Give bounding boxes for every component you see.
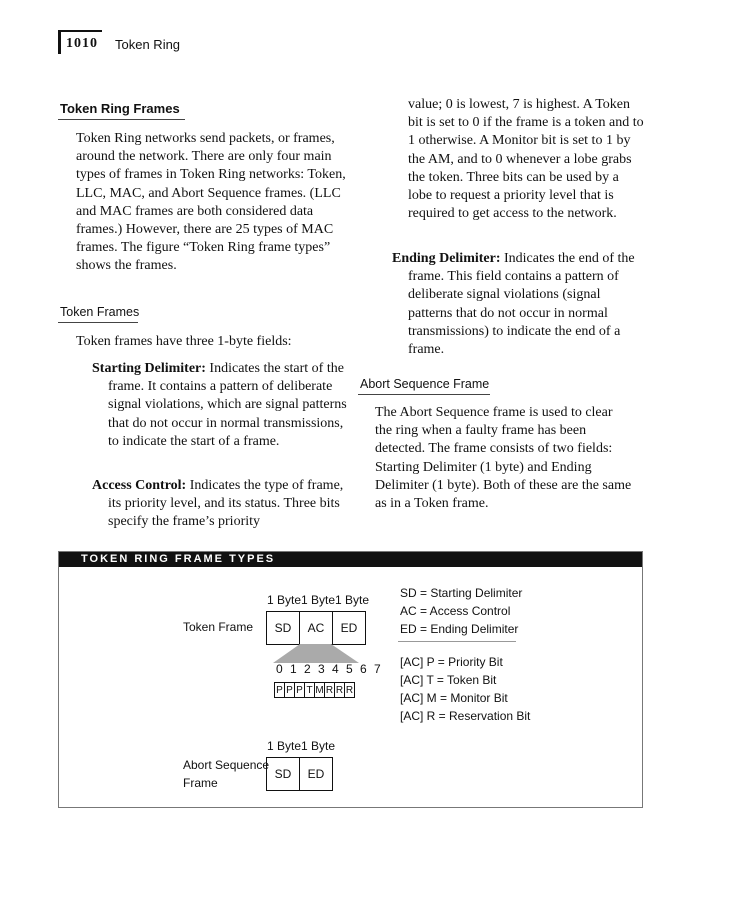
ed-text: Indicates the end of the frame. This field contains a pattern of deliberate signal violations (signal patterns that do not occur in normal transmissions) to indicate the end of a frame. bbox=[408, 251, 635, 358]
bit-m: M bbox=[314, 682, 325, 698]
ac-definition bbox=[92, 477, 348, 532]
token-sd-field: SD bbox=[266, 611, 300, 645]
abort-subheading: Abort Sequence Frame bbox=[360, 377, 490, 391]
frame-types-figure bbox=[58, 551, 643, 808]
intro-text: Token Ring networks send packets, or frames, around the network. There are only four main types of frames in Token Ring networks: Token, LLC, MAC, and Abort Sequence frames. (LLC and MAC frames are both considered data frames.) However, there are 25 types of MAC frames. The figure “Token Ring frame types” shows the frames. bbox=[76, 131, 346, 274]
legend-token: [AC] T = Token Bit bbox=[400, 673, 497, 687]
bit-r5: R bbox=[324, 682, 335, 698]
abort-frame-label-1: Abort Sequence bbox=[183, 758, 270, 772]
bit-p2: P bbox=[294, 682, 305, 698]
bit-numbers: 0 1 2 3 4 5 6 7 bbox=[276, 662, 383, 676]
token-frames-subheading: Token Frames bbox=[60, 305, 140, 319]
abort-byte-label-sd: 1 Byte bbox=[267, 739, 302, 753]
abort-byte-label-ed: 1 Byte bbox=[301, 739, 336, 753]
ac-continued bbox=[408, 96, 644, 223]
ed-term: Ending Delimiter: bbox=[392, 251, 501, 266]
ac-expansion-wedge bbox=[59, 552, 642, 807]
bit-p0: P bbox=[274, 682, 285, 698]
intro-paragraph bbox=[76, 130, 348, 276]
legend-sd: SD = Starting Delimiter bbox=[400, 586, 523, 600]
abort-ed-field: ED bbox=[299, 757, 333, 791]
figure-title: TOKEN RING FRAME TYPES bbox=[81, 553, 276, 565]
ac-text: Indicates the type of frame, its priority level, and its status. Three bits specify the frame’s priority bbox=[108, 478, 344, 530]
legend-ac: AC = Access Control bbox=[400, 604, 511, 618]
bit-r7: R bbox=[344, 682, 355, 698]
legend-monitor: [AC] M = Monitor Bit bbox=[400, 691, 508, 705]
section-heading: Token Ring Frames bbox=[60, 101, 180, 116]
token-intro-text: Token frames have three 1-byte fields: bbox=[76, 334, 292, 349]
ed-definition bbox=[392, 250, 644, 359]
bit-p1: P bbox=[284, 682, 295, 698]
header-rule-top bbox=[58, 30, 102, 32]
ac-bit-row bbox=[275, 682, 355, 698]
sd-term: Starting Delimiter: bbox=[92, 361, 206, 376]
page-number: 1010 bbox=[66, 36, 98, 51]
token-intro bbox=[76, 333, 348, 351]
abort-sd-field: SD bbox=[266, 757, 300, 791]
token-ed-field: ED bbox=[332, 611, 366, 645]
header-rule bbox=[58, 30, 61, 54]
token-frame-label: Token Frame bbox=[183, 620, 254, 634]
byte-label-ed: 1 Byte bbox=[335, 593, 370, 607]
abort-text: The Abort Sequence frame is used to clear the ring when a faulty frame has been detected. The frame consists of two fields: Starting Delimiter (1 byte) and Ending Delimiter (1 byte). Both of these are the same as in a Token frame. bbox=[375, 405, 632, 512]
ac-continued-text: value; 0 is lowest, 7 is highest. A Token bit is set to 0 if the frame is a token and to 1 otherwise. A Monitor bit is set to 1 by the AM, and to 0 whenever a lobe grabs the token. Three bits can be used by a lobe to request a priority level that is required to get access to the network. bbox=[408, 97, 644, 222]
token-ac-field: AC bbox=[299, 611, 333, 645]
heading-underline bbox=[58, 119, 185, 120]
abort-frame-label-2: Frame bbox=[183, 776, 218, 790]
legend-reservation: [AC] R = Reservation Bit bbox=[400, 709, 531, 723]
running-title: Token Ring bbox=[115, 37, 181, 52]
subheading-underline bbox=[58, 322, 138, 323]
bit-r6: R bbox=[334, 682, 345, 698]
ac-term: Access Control: bbox=[92, 478, 187, 493]
legend-divider bbox=[398, 641, 516, 642]
bit-t: T bbox=[304, 682, 315, 698]
byte-label-ac: 1 Byte bbox=[301, 593, 336, 607]
legend-priority: [AC] P = Priority Bit bbox=[400, 655, 503, 669]
sd-text: Indicates the start of the frame. It contains a pattern of deliberate signal violations, which are signal patterns that do not occur in normal transmissions, to indicate the start of a frame. bbox=[108, 361, 347, 449]
abort-underline bbox=[358, 394, 490, 395]
legend-ed: ED = Ending Delimiter bbox=[400, 622, 519, 636]
byte-label-sd: 1 Byte bbox=[267, 593, 302, 607]
abort-paragraph bbox=[375, 404, 633, 513]
sd-definition bbox=[92, 360, 348, 451]
